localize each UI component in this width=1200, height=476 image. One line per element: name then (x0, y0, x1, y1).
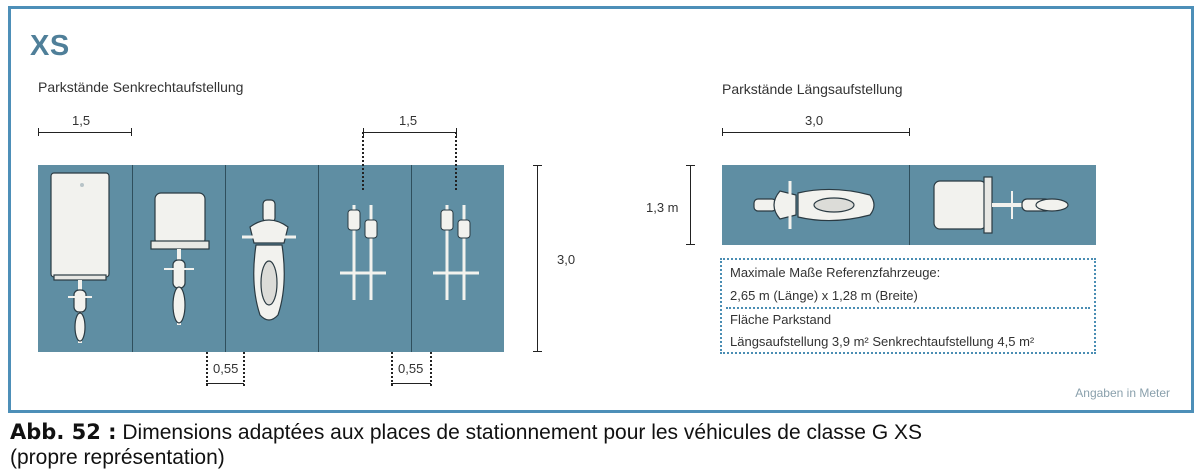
perpendicular-vehicles (38, 165, 504, 352)
gap-label: 0,55 (398, 361, 424, 376)
reference-dimensions-box (720, 258, 1096, 354)
guide-line-dotted (362, 132, 364, 190)
depth-label: 3,0 (557, 252, 576, 267)
gap-label: 0,55 (213, 361, 239, 376)
bike-slot-width-label: 1,5 (399, 113, 418, 128)
info-line: Längsaufstellung 3,9 m² Senkrechtaufstellung 4,5 m² (730, 334, 1035, 349)
dimension-tick (38, 128, 39, 136)
dimension-tick (533, 351, 542, 352)
gap-dimension-line (391, 383, 431, 384)
scooter-icon (754, 181, 874, 229)
cargo-bike-icon (51, 173, 109, 343)
perpendicular-heading: Parkstände Senkrechtaufstellung (38, 79, 244, 95)
parallel-height-dimension-line (690, 165, 691, 245)
info-line: Maximale Maße Referenzfahrzeuge: (730, 265, 941, 280)
slot-width-label: 1,5 (72, 113, 91, 128)
compact-cargo-bike-icon (151, 193, 209, 325)
info-separator (726, 307, 1090, 309)
dimension-tick (686, 244, 695, 245)
dimension-tick (131, 128, 132, 136)
bike-slot-width-dimension-line (363, 132, 457, 133)
caption-label: Abb. 52 : (10, 420, 117, 444)
info-line: Fläche Parkstand (730, 312, 832, 327)
dimension-tick (909, 128, 910, 136)
parallel-length-label: 3,0 (805, 113, 824, 128)
parallel-heading: Parkstände Längsaufstellung (722, 81, 903, 97)
gap-guide-dotted (430, 352, 432, 386)
class-title: XS (30, 30, 70, 62)
dimension-tick (533, 165, 542, 166)
gap-guide-dotted (243, 352, 245, 386)
dimension-tick (686, 165, 695, 166)
guide-line-dotted (455, 132, 457, 190)
units-note: Angaben in Meter (1075, 386, 1170, 400)
bicycle-icon (340, 205, 386, 300)
parallel-height-label: 1,3 m (646, 200, 679, 215)
parallel-vehicles (722, 165, 1096, 245)
gap-dimension-line (206, 383, 244, 384)
slot-width-dimension-line (38, 132, 132, 133)
compact-cargo-bike-icon (934, 177, 1068, 233)
scooter-icon (242, 200, 296, 320)
bicycle-icon (433, 205, 479, 300)
figure-caption (10, 420, 922, 470)
depth-dimension-line (537, 165, 538, 352)
dimension-tick (722, 128, 723, 136)
parallel-length-dimension-line (722, 132, 910, 133)
caption-text: Dimensions adaptées aux places de stationnement pour les véhicules de classe G XS (116, 421, 923, 444)
gap-guide-dotted (391, 352, 393, 386)
info-line: 2,65 m (Länge) x 1,28 m (Breite) (730, 288, 918, 303)
caption-line2: (propre représentation) (10, 446, 225, 469)
gap-guide-dotted (206, 352, 208, 386)
